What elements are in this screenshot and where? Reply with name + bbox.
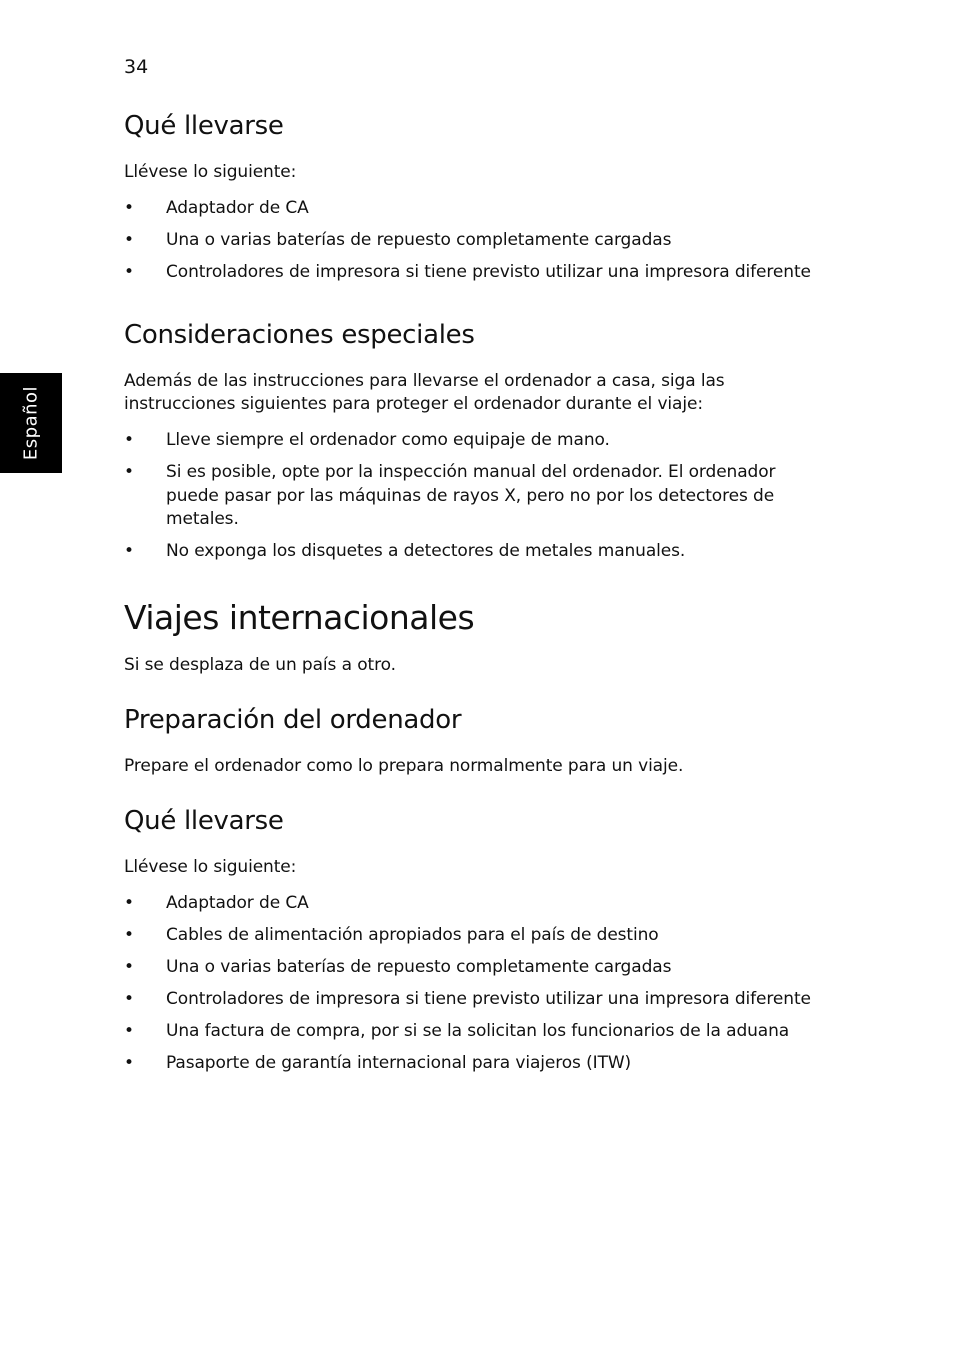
page-number: 34: [124, 56, 149, 78]
bullet-icon: •: [124, 1053, 134, 1073]
bullet-icon: •: [124, 989, 134, 1009]
bullet-icon: •: [124, 957, 134, 977]
section-intro: Además de las instrucciones para llevarse el ordenador a casa, siga las instrucciones siguientes para proteger el ordenador durante el viaje:: [124, 371, 725, 414]
bullet-icon: •: [124, 925, 134, 945]
chapter-intro: Si se desplaza de un país a otro.: [124, 655, 396, 675]
bullet-icon: •: [124, 198, 134, 218]
list-item: • Cables de alimentación apropiados para el país de destino: [124, 924, 824, 948]
list-item: • Una factura de compra, por si se la solicitan los funcionarios de la aduana: [124, 1020, 824, 1044]
bullet-icon: •: [124, 230, 134, 250]
bullet-icon: •: [124, 262, 134, 282]
preparation-text: Prepare el ordenador como lo prepara normalmente para un viaje.: [124, 756, 684, 776]
bullet-list: [124, 429, 824, 564]
list-item: • Controladores de impresora si tiene previsto utilizar una impresora diferente: [124, 261, 824, 285]
list-item: • Lleve siempre el ordenador como equipaje de mano.: [124, 429, 824, 453]
language-side-tab: [0, 373, 62, 473]
bullet-list: [124, 197, 824, 285]
list-item: • Una o varias baterías de repuesto completamente cargadas: [124, 956, 824, 980]
list-item: • Pasaporte de garantía internacional para viajeros (ITW): [124, 1052, 824, 1076]
section-intro: Llévese lo siguiente:: [124, 162, 297, 182]
section-heading-what-to-take: Qué llevarse: [124, 111, 284, 141]
list-item: • Si es posible, opte por la inspección manual del ordenador. El ordenador puede pasar por las máquinas de rayos X, pero no por los detectores de metales.: [124, 462, 776, 529]
list-item: • Adaptador de CA: [124, 197, 824, 221]
page-content: [124, 110, 824, 1084]
list-item: • No exponga los disquetes a detectores de metales manuales.: [124, 540, 824, 564]
section-heading-special-considerations: Consideraciones especiales: [124, 320, 475, 350]
section-heading-preparation: Preparación del ordenador: [124, 705, 462, 735]
language-side-tab-label: Español: [20, 385, 42, 461]
bullet-icon: •: [124, 893, 134, 913]
bullet-icon: •: [124, 430, 134, 450]
chapter-title: Viajes internacionales: [124, 598, 475, 637]
bullet-icon: •: [124, 1021, 134, 1041]
section-heading-what-to-take-international: Qué llevarse: [124, 806, 284, 836]
list-item: • Controladores de impresora si tiene previsto utilizar una impresora diferente: [124, 988, 824, 1012]
list-item: • Adaptador de CA: [124, 892, 824, 916]
bullet-list: [124, 892, 824, 1076]
bullet-icon: •: [124, 462, 134, 482]
bullet-icon: •: [124, 541, 134, 561]
section-intro: Llévese lo siguiente:: [124, 857, 297, 877]
list-item: • Una o varias baterías de repuesto completamente cargadas: [124, 229, 824, 253]
